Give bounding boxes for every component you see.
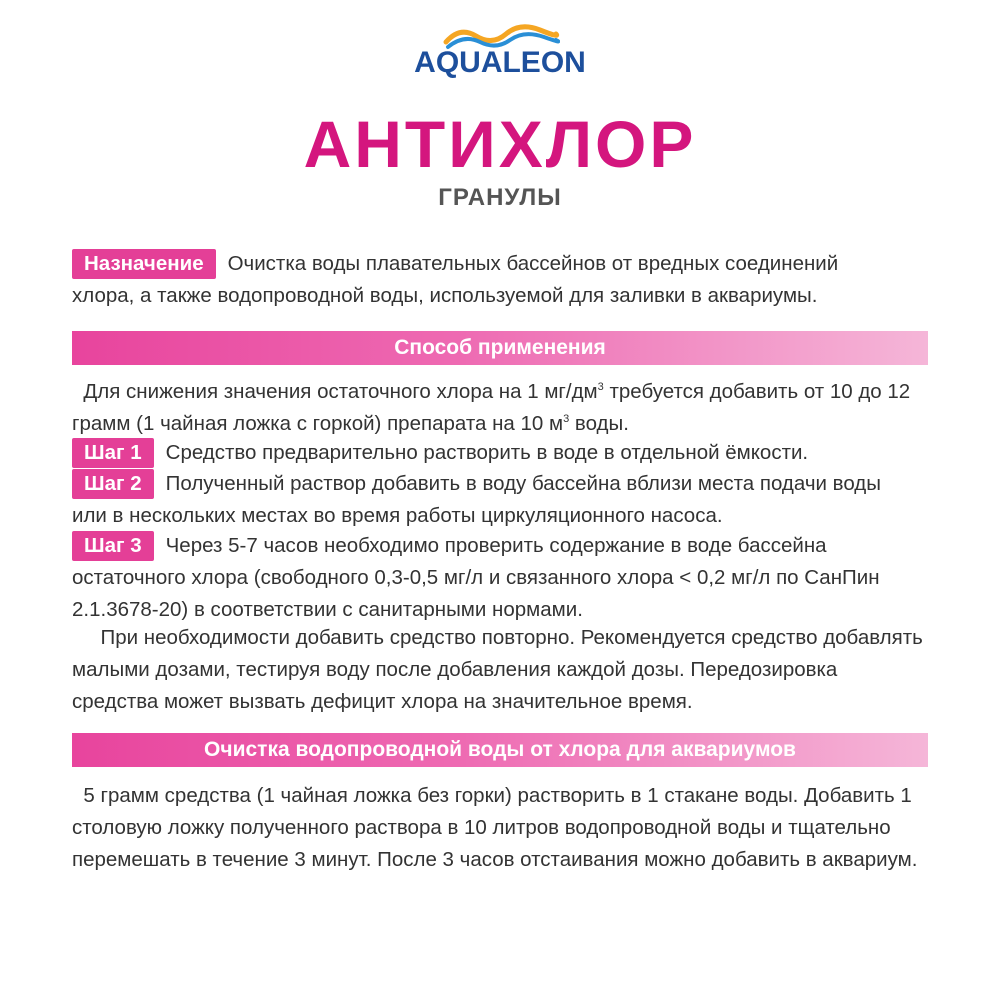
- step-2-cont: или в нескольких местах во время работы циркуляционного насоса.: [72, 504, 723, 527]
- step-3-label: Шаг 3: [72, 531, 154, 561]
- method-notes: [72, 622, 928, 718]
- aquarium-text-2: столовую ложку полученного раствора в 10 литров водопроводной воды и тщательно: [72, 816, 891, 839]
- step-3: [72, 530, 928, 626]
- step-1-label: Шаг 1: [72, 438, 154, 468]
- aquarium-heading: Очистка водопроводной воды от хлора для аквариумов: [72, 733, 928, 767]
- step-3-text: Через 5-7 часов необходимо проверить содержание в воде бассейна: [165, 534, 827, 557]
- brand-name: AQUALEON: [414, 46, 586, 79]
- purpose-text-2: хлора, а также водопроводной воды, используемой для заливки в аквариумы.: [72, 284, 818, 307]
- step-3-cont2: 2.1.3678-20) в соответствии с санитарными нормами.: [72, 598, 583, 621]
- intro-sup-2: 3: [563, 413, 570, 426]
- intro-text-d: воды.: [569, 412, 629, 435]
- product-subtitle: ГРАНУЛЫ: [438, 184, 562, 211]
- step-1-text: Средство предварительно растворить в воде в отдельной ёмкости.: [165, 441, 809, 464]
- step-3-cont: остаточного хлора (свободного 0,3-0,5 мг/л и связанного хлора < 0,2 мг/л по СанПин: [72, 566, 880, 589]
- method-heading: Способ применения: [72, 331, 928, 365]
- aquarium-text-1: 5 грамм средства (1 чайная ложка без горки) растворить в 1 стакане воды. Добавить 1: [83, 784, 912, 807]
- brand-logo: [0, 18, 1000, 78]
- note-2: малыми дозами, тестируя воду после добавления каждой дозы. Передозировка: [72, 658, 838, 681]
- method-intro: [72, 376, 928, 440]
- intro-sup-1: 3: [597, 381, 604, 394]
- intro-text-c: грамм (1 чайная ложка с горкой) препарата на 10 м: [72, 412, 564, 435]
- aquarium-section: [72, 780, 928, 876]
- note-1: При необходимости добавить средство повторно. Рекомендуется средство добавлять: [100, 626, 923, 649]
- intro-text-b: требуется добавить от 10 до 12: [603, 380, 911, 403]
- product-title: АНТИХЛОР: [303, 107, 697, 181]
- purpose-section: [72, 248, 928, 312]
- aquarium-text-3: перемешать в течение 3 минут. После 3 часов отстаивания можно добавить в аквариум.: [72, 848, 918, 871]
- note-3: средства может вызвать дефицит хлора на значительное время.: [72, 690, 693, 713]
- step-2: [72, 468, 928, 532]
- step-2-text: Полученный раствор добавить в воду бассейна вблизи места подачи воды: [165, 472, 881, 495]
- purpose-text-1: Очистка воды плавательных бассейнов от вредных соединений: [227, 252, 839, 275]
- intro-text-a: Для снижения значения остаточного хлора на 1 мг/дм: [83, 380, 598, 403]
- purpose-label: Назначение: [72, 249, 216, 279]
- step-2-label: Шаг 2: [72, 469, 154, 499]
- step-1: [72, 437, 928, 469]
